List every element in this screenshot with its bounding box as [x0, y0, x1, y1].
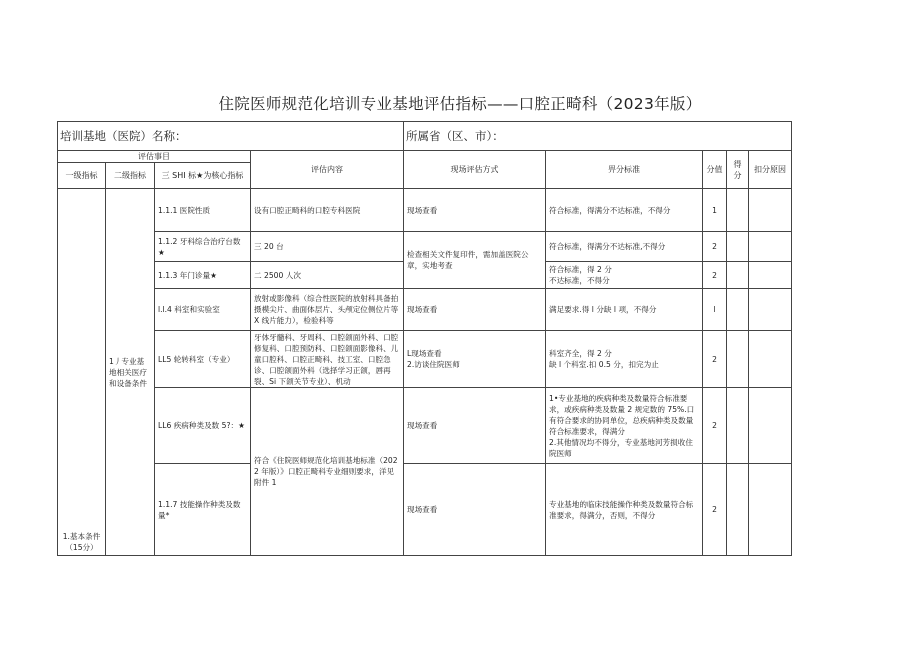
deduct-reason-input[interactable]	[749, 289, 792, 331]
evaluation-table	[57, 121, 792, 556]
region-field[interactable]: 所属省（区、市）：	[404, 122, 792, 151]
level3-indicator: LL6 疾病种类及数 5?：★	[155, 388, 251, 464]
method-cell: 现场查看	[404, 464, 546, 556]
method-cell: 检查相关文件复印件，需加盖医院公章，实地考查	[404, 232, 546, 289]
level3-indicator: 1.1.7 技能操作种类及数量*	[155, 464, 251, 556]
method-cell: L现场查看 2.访谈住院医师	[404, 331, 546, 388]
header-eval-items: 评估事目	[58, 151, 251, 163]
deduct-reason-input[interactable]	[749, 189, 792, 232]
criteria-cell: 专业基地的临床技能操作种类及数量符合标准要求，得满分，否则，不得分	[546, 464, 703, 556]
score-value-cell: 2	[703, 464, 727, 556]
header-content: 评估内容	[251, 151, 404, 189]
score-input[interactable]	[727, 189, 749, 232]
header-level3: 三 SHI 标★为核心指标	[155, 163, 251, 189]
header-deduct-reason: 扣分原因	[749, 151, 792, 189]
header-criteria: 畀分标准	[546, 151, 703, 189]
header-score-value: 分值	[703, 151, 727, 189]
criteria-cell: 符合标准，得满分不达标准,不得分	[546, 232, 703, 262]
criteria-cell: 1•专业基地的疾病种类及数量符合标准要求，或疾病种类及数量 2 规定数的 75%.口有符合要求的协同单位，总疾病种类及数量符合标准要求，得满分 2.其他情况均不得分，专业基地河芳损收住院医师	[546, 388, 703, 464]
deduct-reason-input[interactable]	[749, 464, 792, 556]
base-name-field[interactable]: 培训基地（医院）名称：	[58, 122, 404, 151]
deduct-reason-input[interactable]	[749, 232, 792, 262]
header-score: 得分	[727, 151, 749, 189]
criteria-cell: 符合标准，得满分不达标准，不得分	[546, 189, 703, 232]
criteria-cell: 符合标准，得 2 分 不达标准，不得分	[546, 262, 703, 289]
deduct-reason-input[interactable]	[749, 388, 792, 464]
method-cell: 现场查看	[404, 189, 546, 232]
score-input[interactable]	[727, 232, 749, 262]
content-cell: 放射或影像科（综合性医院的放射科具备拍摄模尖片、曲面体层片、头颅定位侧位片等 X 线片能力），检验科等	[251, 289, 404, 331]
score-input[interactable]	[727, 262, 749, 289]
score-input[interactable]	[727, 331, 749, 388]
content-cell-merged: 符合《住院医师规范化培训基地标准（2022 年版）》口腔正畸科专业细则要求，洋见附件 1	[251, 388, 404, 556]
content-cell: 三 20 台	[251, 232, 404, 262]
level3-indicator: 1.1.2 牙科综合治疗台数★	[155, 232, 251, 262]
score-input[interactable]	[727, 289, 749, 331]
criteria-cell: 科室齐全，得 2 分 缺 l 个科室.扣 0.5 分，扣完为止	[546, 331, 703, 388]
page-title: 住院医师规范化培训专业基地评估指标——口腔正畸科（2023年版）	[218, 95, 702, 113]
score-value-cell: 2	[703, 232, 727, 262]
score-value-cell: l	[703, 289, 727, 331]
level3-indicator: 1.1.3 年门诊量★	[155, 262, 251, 289]
deduct-reason-input[interactable]	[749, 331, 792, 388]
method-cell: 现场查看	[404, 289, 546, 331]
level2-indicator: 1丿专业基地相关医疗和设备条件	[106, 189, 155, 556]
level1-indicator: 1.基本条件（15分）	[58, 189, 106, 556]
score-value-cell: 1	[703, 189, 727, 232]
header-method: 现场评估方式	[404, 151, 546, 189]
score-input[interactable]	[727, 464, 749, 556]
score-value-cell: 2	[703, 331, 727, 388]
deduct-reason-input[interactable]	[749, 262, 792, 289]
header-level2: 二级指标	[106, 163, 155, 189]
header-level1: 一级指标	[58, 163, 106, 189]
content-cell: 牙体牙髓科、牙周科、口腔颌面外科、口腔修复科、口腔预防科、口腔颌面影像科、儿童口腔科、口腔正畸科、技工室、口腔急诊、口腔颌面外科（选择学习正颌，唇再裂、Si 下颌关节专业）、机动	[251, 331, 404, 388]
content-cell: 设有口腔正畸科的口腔专科医院	[251, 189, 404, 232]
criteria-cell: 满足要求.得 l 分缺 l 项，不得分	[546, 289, 703, 331]
method-cell: 现场查看	[404, 388, 546, 464]
score-value-cell: 2	[703, 388, 727, 464]
level3-indicator: l.l.4 科室和实验室	[155, 289, 251, 331]
level3-indicator: LL5 轮转科室（专业）	[155, 331, 251, 388]
score-value-cell: 2	[703, 262, 727, 289]
content-cell: 二 2500 人次	[251, 262, 404, 289]
score-input[interactable]	[727, 388, 749, 464]
level3-indicator: 1.1.1 医院性质	[155, 189, 251, 232]
